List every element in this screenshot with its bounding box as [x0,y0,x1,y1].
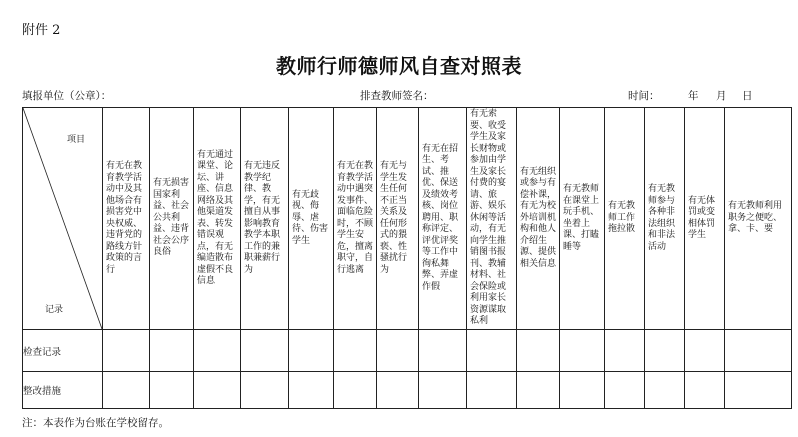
column-header: 有无在教育教学活动中及其他场合有损害党中央权威、违背党的路线方针政策的言行 [103,108,150,330]
entry-cell[interactable] [645,372,685,409]
entry-cell[interactable] [377,330,419,372]
entry-cell[interactable] [419,372,467,409]
column-header: 有无教师利用职务之便吃、拿、卡、要 [725,108,792,330]
entry-cell[interactable] [377,372,419,409]
column-header: 有无教师工作拖拉散 [605,108,645,330]
entry-cell[interactable] [605,330,645,372]
entry-cell[interactable] [103,330,150,372]
checker-signature-label: 排查教师签名： [360,90,434,102]
entry-cell[interactable] [645,330,685,372]
corner-record-label: 记录 [45,305,64,315]
table-row-check-record [23,330,792,372]
column-header: 有无通过课堂、论坛、讲座、信息网络及其他渠道发表、转发错误观点，有无编造散布虚假不良信息 [194,108,241,330]
entry-cell[interactable] [467,330,517,372]
attachment-label: 附件 2 [22,23,61,38]
self-check-table [22,107,792,409]
day-label: 日 [742,90,753,102]
entry-cell[interactable] [334,372,377,409]
corner-diagonal [23,108,102,329]
fill-unit-label: 填报单位（公章）： [22,90,112,102]
column-header: 有无与学生发生任何不正当关系及任何形式的猥亵、性骚扰行为 [377,108,419,330]
footnote: 注：本表作为台账在学校留存。 [22,417,169,429]
row-label-check-record: 检查记录 [23,330,103,372]
entry-cell[interactable] [194,330,241,372]
corner-item-label: 项目 [67,135,86,145]
entry-cell[interactable] [241,372,289,409]
row-label-rectification: 整改措施 [23,372,103,409]
column-header: 有无在招生、考试、推优、保送及绩效考核、岗位聘用、职称评定、评优评奖等工作中徇私舞弊、弄虚作假 [419,108,467,330]
entry-cell[interactable] [725,372,792,409]
entry-cell[interactable] [605,372,645,409]
column-header: 有无组织或参与有偿补课，有无为校外培训机构和他人介绍生源、提供相关信息 [517,108,560,330]
table-row-rectification [23,372,792,409]
entry-cell[interactable] [560,330,605,372]
entry-cell[interactable] [685,330,725,372]
entry-cell[interactable] [725,330,792,372]
entry-cell[interactable] [560,372,605,409]
entry-cell[interactable] [517,372,560,409]
column-header: 有无教师在课堂上玩手机、坐着上课、打瞌睡等 [560,108,605,330]
column-header: 有无损害国家利益、社会公共利益、违背社会公序良俗 [150,108,194,330]
column-header: 有无歧视、侮辱、虐待、伤害学生 [289,108,334,330]
header-corner-cell [23,108,103,330]
column-header: 有无教师参与各种非法组织和非法活动 [645,108,685,330]
entry-cell[interactable] [334,330,377,372]
column-header: 有无索要、收受学生及家长财物或参加由学生及家长付费的宴请、旅游、娱乐休闲等活动，有无向学生推销图书报刊、教辅材料、社会保险或利用家长资源谋取私利 [467,108,517,330]
entry-cell[interactable] [150,330,194,372]
entry-cell[interactable] [150,372,194,409]
month-label: 月 [716,90,727,102]
entry-cell[interactable] [467,372,517,409]
column-header: 有无体罚或变相体罚学生 [685,108,725,330]
year-label: 年 [688,90,699,102]
entry-cell[interactable] [103,372,150,409]
column-header: 有无在教育教学活动中遇突发事件、面临危险时，不顾学生安危，擅离职守，自行逃离 [334,108,377,330]
column-header: 有无违反教学纪律、教学，有无擅自从事影响教育教学本职工作的兼职兼薪行为 [241,108,289,330]
entry-cell[interactable] [289,330,334,372]
entry-cell[interactable] [419,330,467,372]
page-title: 教师行师德师风自查对照表 [276,54,522,78]
entry-cell[interactable] [289,372,334,409]
time-label: 时间： [628,90,660,102]
entry-cell[interactable] [241,330,289,372]
entry-cell[interactable] [517,330,560,372]
entry-cell[interactable] [685,372,725,409]
entry-cell[interactable] [194,372,241,409]
